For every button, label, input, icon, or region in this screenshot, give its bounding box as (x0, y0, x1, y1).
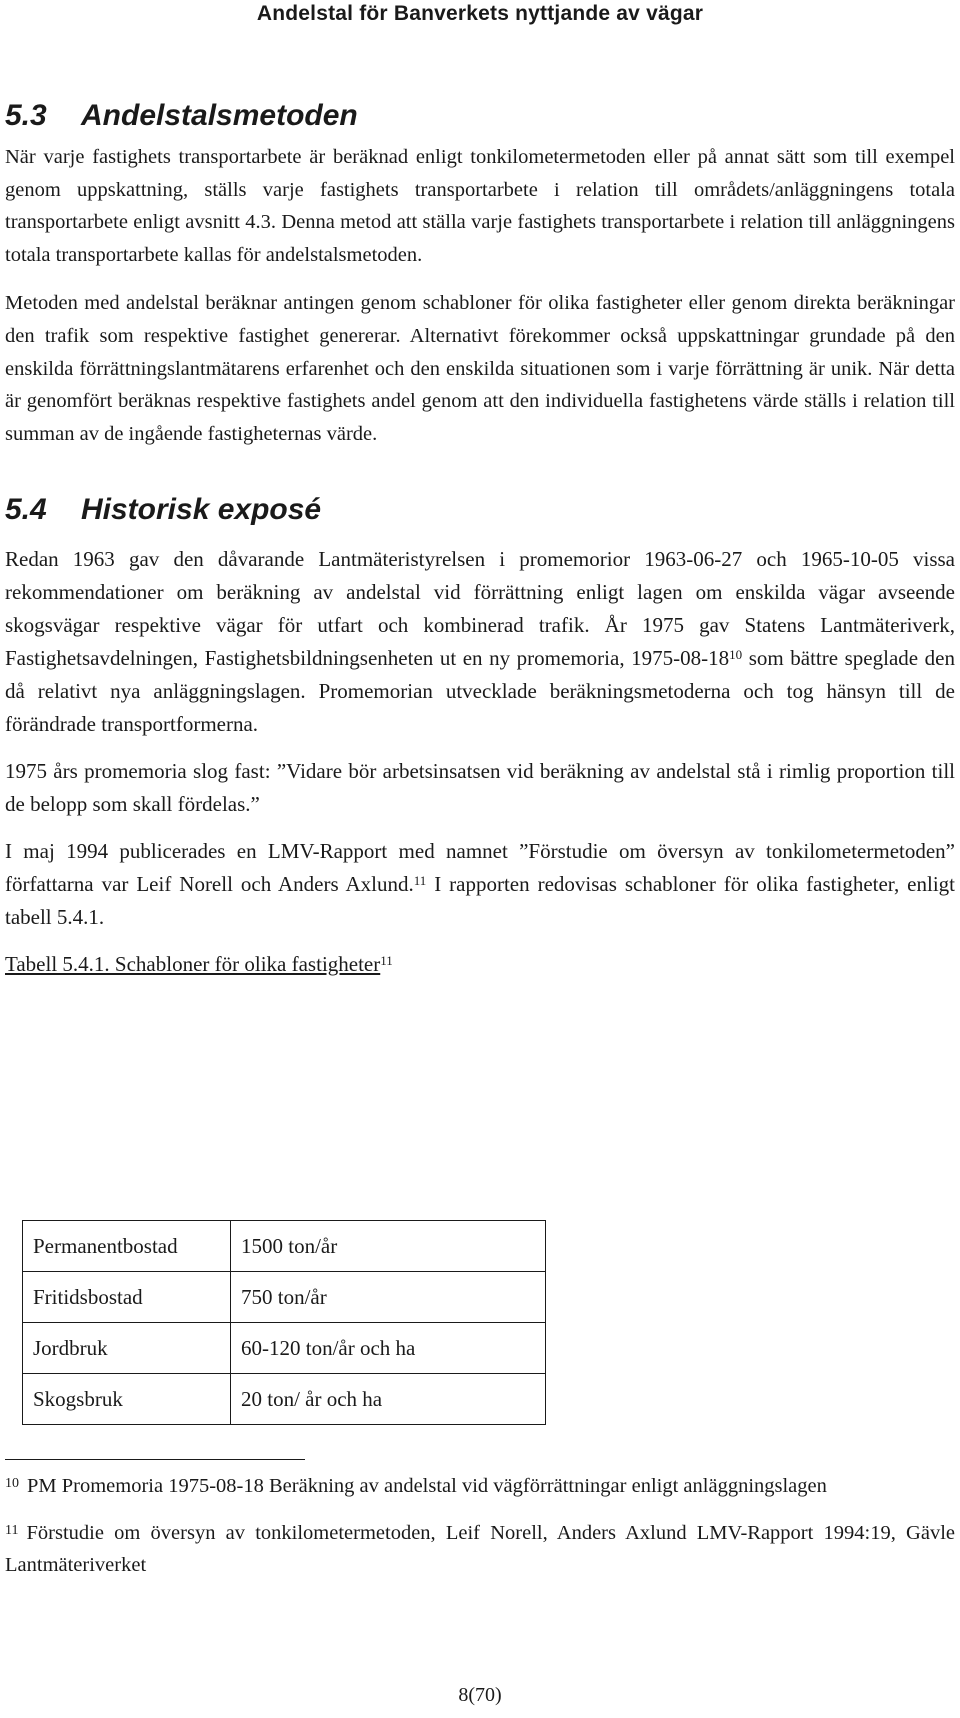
property-type-cell: Skogsbruk (23, 1374, 231, 1425)
footnote-reference[interactable]: 10 (729, 647, 743, 663)
footnote-separator (5, 1459, 305, 1460)
property-type-cell: Permanentbostad (23, 1221, 231, 1272)
table-row (23, 1323, 546, 1374)
template-value-cell: 750 ton/år (231, 1272, 546, 1323)
template-value-cell: 60-120 ton/år och ha (231, 1323, 546, 1374)
page-body (5, 96, 955, 981)
footnote-mark: 10 (5, 1476, 19, 1491)
template-value-cell: 1500 ton/år (231, 1221, 546, 1272)
footnote-10 (5, 1470, 955, 1503)
footnote-reference[interactable]: 11 (380, 953, 393, 969)
footnote-text: Förstudie om översyn av tonkilometermetoden, Leif Norell, Anders Axlund LMV-Rapport 1994:19, Gävle Lantmäteriverket (5, 1521, 955, 1577)
section-number: 5.3 (5, 99, 47, 132)
footnote-text: PM Promemoria 1975-08-18 Beräkning av andelstal vid vägförrättningar enligt anläggningslagen (27, 1475, 827, 1497)
footnote-11 (5, 1517, 955, 1582)
footnotes (5, 1470, 955, 1582)
paragraph-text: Redan 1963 gav den dåvarande Lantmäteristyrelsen i promemorior 1963-06-27 och 1965-10-05 vissa rekommendationer om beräkning av andelstal vid förrättning enligt lagen om enskilda vägar avseende skogsvägar respektive vägar för utfart och kombinerad trafik. År 1975 gav Statens Lantmäteriverk, Fastighetsavdelningen, Fastighetsbildningsenheten ut en ny promemoria, 1975-08-18 (5, 547, 955, 671)
paragraph-5-4-3 (5, 835, 955, 934)
paragraph-text: I rapporten redovisas schabloner för olika fastigheter, enligt tabell 5.4.1. (5, 872, 955, 930)
paragraph-5-4-1 (5, 543, 955, 741)
section-heading-5-4 (5, 490, 955, 529)
paragraph-text: I maj 1994 publicerades en LMV-Rapport med namnet ”Förstudie om översyn av tonkilometermetoden” författarna var Leif Norell och Anders Axlund. (5, 839, 955, 897)
caption-text: Tabell 5.4.1. Schabloner för olika fastigheter (5, 952, 381, 977)
paragraph-5-3-1: När varje fastighets transportarbete är beräknad enligt tonkilometermetoden eller på annat sätt som till exempel genom uppskattning, ställs varje fastighets transportarbete i relation till områdets/anläggningens totala transportarbete enligt avsnitt 4.3. Denna metod att ställa varje fastighets transportarbete i relation till anläggningens totala transportarbete kallas för andelstalsmetoden. (5, 146, 955, 266)
paragraph-5-4-2: 1975 års promemoria slog fast: ”Vidare bör arbetsinsatsen vid beräkning av andelstal stå i rimlig proportion till de belopp som skall fördelas.” (5, 759, 955, 817)
page-number: 8(70) (458, 1684, 502, 1706)
footnote-reference[interactable]: 11 (413, 873, 427, 889)
property-type-cell: Jordbruk (23, 1323, 231, 1374)
section-number: 5.4 (5, 493, 47, 527)
property-type-cell: Fritidsbostad (23, 1272, 231, 1323)
section-heading-5-3 (5, 96, 955, 135)
section-title: Andelstalsmetoden (81, 99, 358, 132)
templates-table (22, 1220, 546, 1425)
running-header: Andelstal för Banverkets nyttjande av vägar (256, 2, 704, 25)
paragraph-text: som bättre speglade den då relativt nya anläggningslagen. Promemorian utvecklade beräkningsmetoderna och tog hänsyn till de förändrade transportformerna. (5, 646, 955, 737)
template-value-cell: 20 ton/ år och ha (231, 1374, 546, 1425)
table-row (23, 1374, 546, 1425)
table-row (23, 1221, 546, 1272)
table-caption (5, 948, 955, 981)
footnote-mark: 11 (5, 1522, 19, 1538)
section-title: Historisk exposé (81, 493, 322, 527)
paragraph-5-3-2: Metoden med andelstal beräknar antingen genom schabloner för olika fastigheter eller genom direkta beräkningar den trafik som respektive fastighet genererar. Alternativt förekommer också uppskattningar grundade på den enskilda förrättningslantmätarens erfarenhet och den enskilda situationen som i varje förrättning är unik. När detta är genomfört beräknas respektive fastighets andel genom att den individuella fastighetens värde ställs i relation till summan av de ingående fastigheternas värde. (5, 292, 955, 445)
table-row (23, 1272, 546, 1323)
